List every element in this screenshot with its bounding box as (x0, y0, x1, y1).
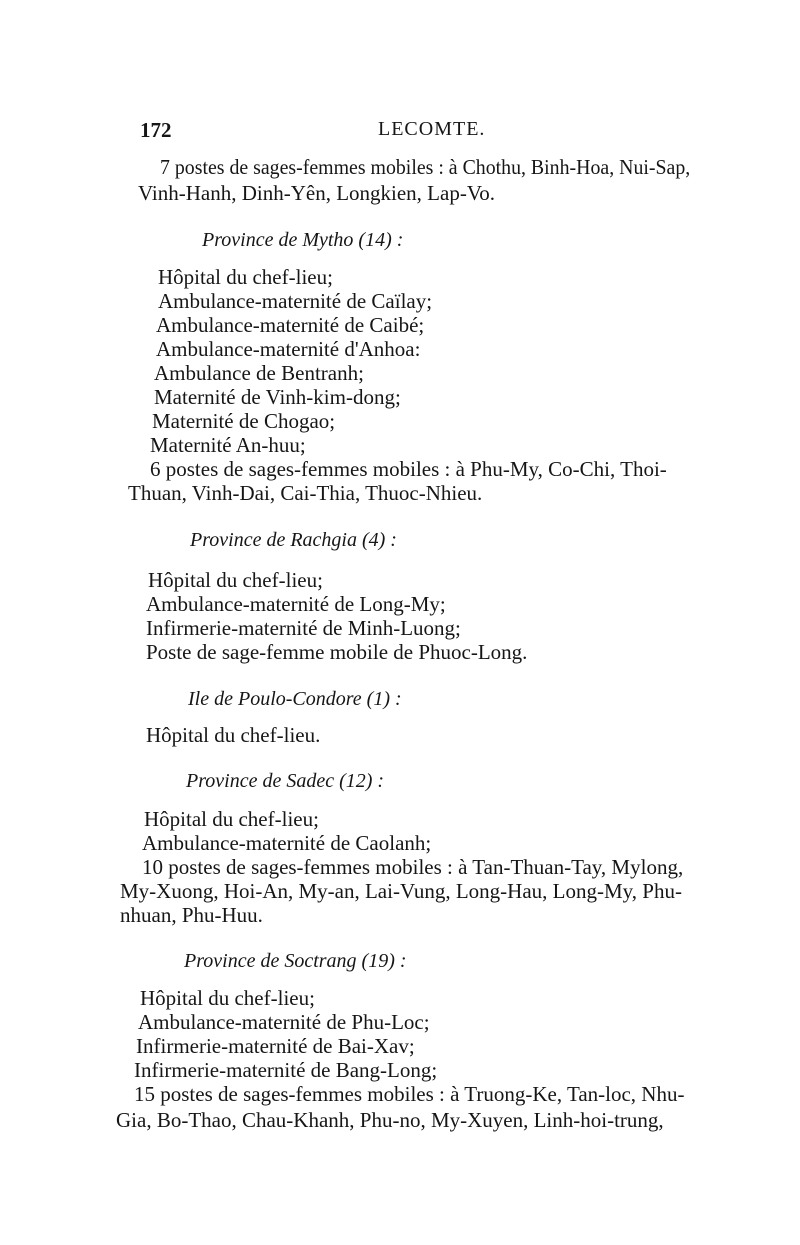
page-header (120, 118, 680, 148)
list-item: Ambulance-maternité de Caïlay; (158, 289, 433, 313)
list-item: Poste de sage-femme mobile de Phuoc-Long. (146, 640, 528, 664)
section-heading-sadec: Province de Sadec (12) : (186, 770, 385, 792)
list-item: My-Xuong, Hoi-An, My-an, Lai-Vung, Long-Hau, Long-My, Phu- (120, 879, 682, 903)
list-item: Maternité de Vinh-kim-dong; (154, 385, 401, 409)
section-heading-soctrang: Province de Soctrang (19) : (184, 950, 407, 972)
list-item: Hôpital du chef-lieu; (144, 807, 319, 831)
list-item: 6 postes de sages-femmes mobiles : à Phu-My, Co-Chi, Thoi- (150, 457, 667, 481)
page-number: 172 (140, 118, 172, 142)
list-item: Hôpital du chef-lieu. (146, 723, 321, 747)
intro-line: 7 postes de sages-femmes mobiles : à Chothu, Binh-Hoa, Nui-Sap, (160, 155, 691, 179)
running-title: LECOMTE. (378, 118, 486, 140)
list-item: Ambulance-maternité de Long-My; (146, 592, 446, 616)
list-item: 15 postes de sages-femmes mobiles : à Truong-Ke, Tan-loc, Nhu- (134, 1082, 685, 1106)
list-item: Hôpital du chef-lieu; (140, 986, 315, 1010)
list-item: Infirmerie-maternité de Bai-Xav; (136, 1034, 415, 1058)
list-item: 10 postes de sages-femmes mobiles : à Tan-Thuan-Tay, Mylong, (142, 855, 684, 879)
list-item: Gia, Bo-Thao, Chau-Khanh, Phu-no, My-Xuyen, Linh-hoi-trung, (116, 1108, 664, 1132)
list-item: Ambulance-maternité de Caibé; (156, 313, 425, 337)
list-item: nhuan, Phu-Huu. (120, 903, 263, 927)
list-item: Hôpital du chef-lieu; (148, 568, 323, 592)
list-item: Infirmerie-maternité de Bang-Long; (134, 1058, 438, 1082)
list-item: Ambulance-maternité de Phu-Loc; (138, 1010, 430, 1034)
list-item: Ambulance-maternité d'Anhoa: (156, 337, 421, 361)
intro-line: Vinh-Hanh, Dinh-Yên, Longkien, Lap-Vo. (138, 181, 496, 205)
list-item: Infirmerie-maternité de Minh-Luong; (146, 616, 461, 640)
section-heading-poulo-condore: Ile de Poulo-Condore (1) : (188, 688, 402, 710)
section-heading-rachgia: Province de Rachgia (4) : (190, 529, 397, 551)
list-item: Hôpital du chef-lieu; (158, 265, 333, 289)
list-item: Ambulance-maternité de Caolanh; (142, 831, 432, 855)
list-item: Ambulance de Bentranh; (154, 361, 364, 385)
list-item: Maternité An-huu; (150, 433, 306, 457)
list-item: Thuan, Vinh-Dai, Cai-Thia, Thuoc-Nhieu. (128, 481, 483, 505)
section-heading-mytho: Province de Mytho (14) : (202, 229, 404, 251)
list-item: Maternité de Chogao; (152, 409, 336, 433)
